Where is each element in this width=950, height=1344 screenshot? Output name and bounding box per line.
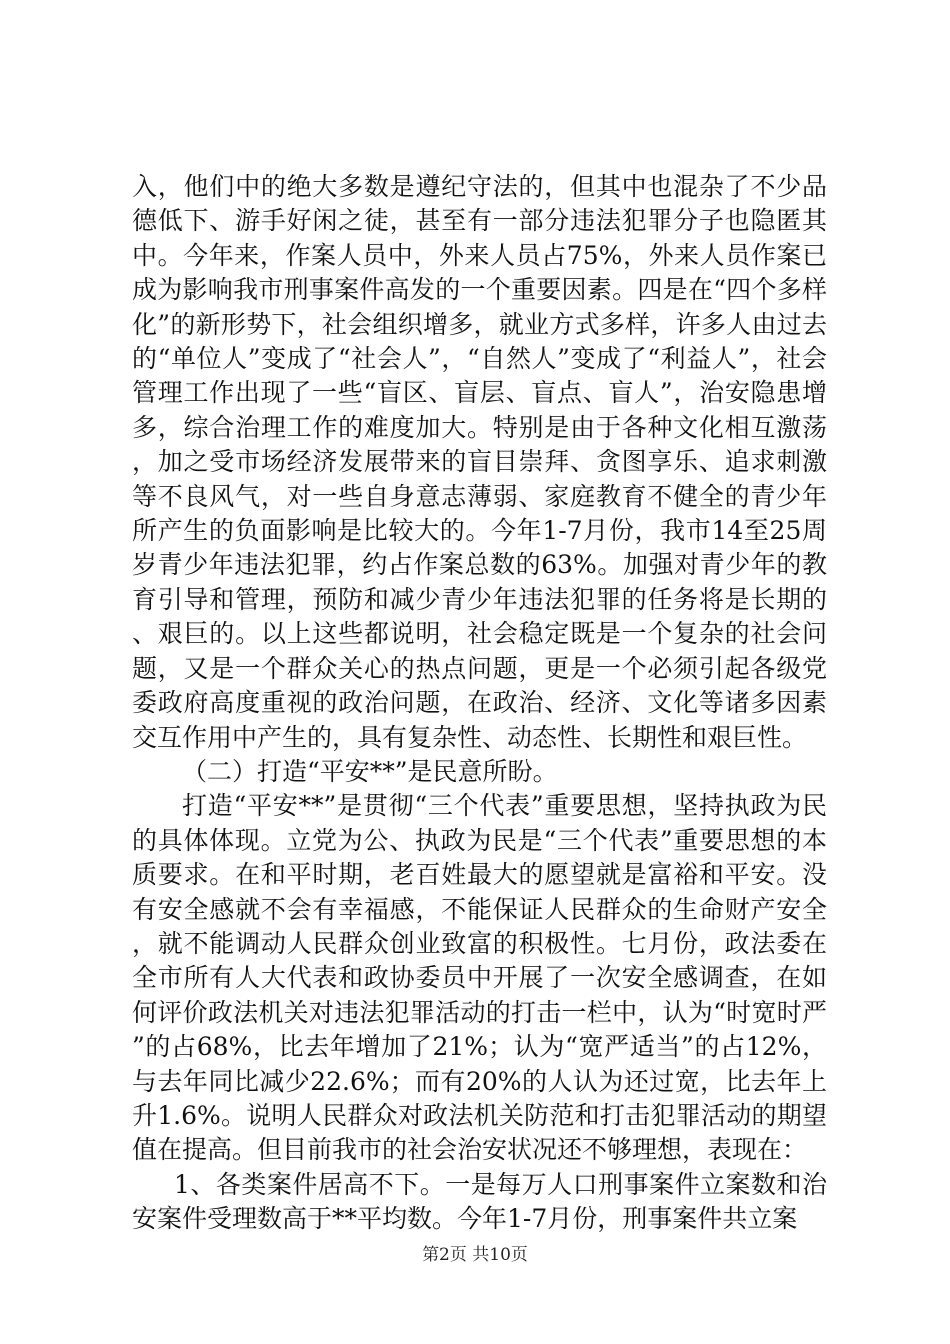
body-paragraph-1: 入，他们中的绝大多数是遵纪守法的，但其中也混杂了不少品德低下、游手好闲之徒，甚至有一部分违法犯罪分子也隐匿其中。今年来，作案人员中，外来人员占75%，外来人员作案已成为影响我市刑事案件高发的一个重要因素。四是在“四个多样化”的新形势下，社会组织增多，就业方式多样，许多人由过去的“单位人”变成了“社会人”，“自然人”变成了“利益人”，社会管理工作出现了一些“盲区、盲层、盲点、盲人”，治安隐患增多，综合治理工作的难度加大。特别是由于各种文化相互激荡，加之受市场经济发展带来的盲目崇拜、贪图享乐、追求刺激等不良风气，对一些自身意志薄弱、家庭教育不健全的青少年所产生的负面影响是比较大的。今年1-7月份，我市14至25周岁青少年违法犯罪，约占作案总数的63%。加强对青少年的教育引导和管理，预防和减少青少年违法犯罪的任务将是长期的、艰巨的。以上这些都说明，社会稳定既是一个复杂的社会问题，又是一个群众关心的热点问题，更是一个必须引起各级党委政府高度重视的政治问题，在政治、经济、文化等诸多因素交互作用中产生的，具有复杂性、动态性、长期性和艰巨性。 [132, 172, 827, 752]
body-paragraph-3: 1、各类案件居高不下。一是每万人口刑事案件立案数和治安案件受理数高于**平均数。今年1-7月份，刑事案件共立案 [132, 1169, 827, 1234]
body-paragraph-2: 打造“平安**”是贯彻“三个代表”重要思想，坚持执政为民的具体体现。立党为公、执政为民是“三个代表”重要思想的本质要求。在和平时期，老百姓最大的愿望就是富裕和平安。没有安全感就不会有幸福感，不能保证人民群众的生命财产安全，就不能调动人民群众创业致富的积极性。七月份，政法委在全市所有人大代表和政协委员中开展了一次安全感调查，在如何评价政法机关对违法犯罪活动的打击一栏中，认为“时宽时严”的占68%，比去年增加了21%；认为“宽严适当”的占12%，与去年同比减少22.6%；而有20%的人认为还过宽，比去年上升1.6%。说明人民群众对政法机关防范和打击犯罪活动的期望值在提高。但目前我市的社会治安状况还不够理想，表现在： [132, 791, 827, 1165]
page-footer: 第2页 共10页 [422, 1245, 528, 1265]
document-body [132, 170, 827, 1237]
section-heading-2: （二）打造“平安**”是民意所盼。 [182, 756, 558, 786]
